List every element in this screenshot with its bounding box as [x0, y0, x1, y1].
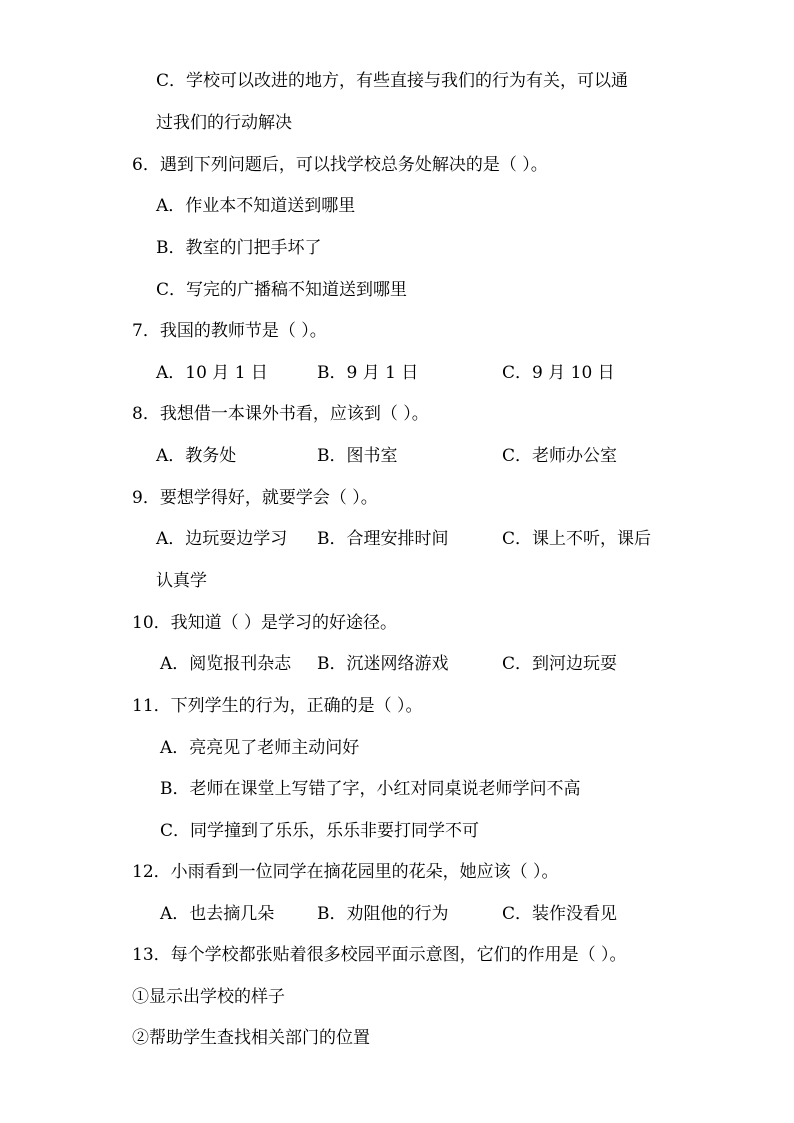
q6-option-a: A．作业本不知道送到哪里	[156, 196, 356, 216]
q9-option-a: A．边玩耍边学习	[156, 529, 288, 549]
q9-option-c-line2: 认真学	[156, 571, 207, 591]
q10-option-b: B．沉迷网络游戏	[317, 654, 449, 674]
q13-item-2: ②帮助学生查找相关部门的位置	[132, 1028, 370, 1048]
q12-option-b: B．劝阻他的行为	[317, 904, 449, 924]
q9-option-b: B．合理安排时间	[317, 529, 449, 549]
q7-option-c: C．9 月 10 日	[502, 363, 615, 383]
q13-item-1: ①显示出学校的样子	[132, 987, 285, 1007]
q8-option-b: B．图书室	[317, 446, 398, 466]
q5-option-c-line2: 过我们的行动解决	[156, 113, 292, 133]
q8-stem: 8．我想借一本课外书看，应该到（ ）。	[132, 404, 429, 424]
q6-option-b: B．教室的门把手坏了	[156, 238, 322, 258]
q12-option-c: C．装作没看见	[502, 904, 618, 924]
q7-option-a: A．10 月 1 日	[156, 363, 268, 383]
q6-stem: 6．遇到下列问题后，可以找学校总务处解决的是（ ）。	[132, 155, 548, 175]
q13-stem: 13．每个学校都张贴着很多校园平面示意图，它们的作用是（ ）。	[132, 945, 627, 965]
q5-option-c-line1: C．学校可以改进的地方，有些直接与我们的行为有关，可以通	[156, 71, 629, 91]
q10-option-c: C．到河边玩耍	[502, 654, 618, 674]
q7-option-b: B．9 月 1 日	[317, 363, 419, 383]
q9-option-c-line1: C．课上不听，课后	[502, 529, 652, 549]
q10-option-a: A．阅览报刊杂志	[160, 654, 292, 674]
q7-stem: 7．我国的教师节是（ ）。	[132, 321, 327, 341]
q6-option-c: C．写完的广播稿不知道送到哪里	[156, 280, 408, 300]
q8-option-a: A．教务处	[156, 446, 237, 466]
q9-stem: 9．要想学得好，就要学会（ ）。	[132, 488, 378, 508]
q11-option-b: B．老师在课堂上写错了字，小红对同桌说老师学问不高	[160, 779, 581, 799]
q11-option-a: A．亮亮见了老师主动问好	[160, 738, 360, 758]
q12-option-a: A．也去摘几朵	[160, 904, 275, 924]
q10-stem: 10．我知道（ ）是学习的好途径。	[132, 613, 398, 633]
q12-stem: 12．小雨看到一位同学在摘花园里的花朵，她应该（ ）。	[132, 862, 559, 882]
q11-stem: 11．下列学生的行为，正确的是（ ）。	[132, 696, 423, 716]
q11-option-c: C．同学撞到了乐乐，乐乐非要打同学不可	[160, 821, 480, 841]
q8-option-c: C．老师办公室	[502, 446, 618, 466]
